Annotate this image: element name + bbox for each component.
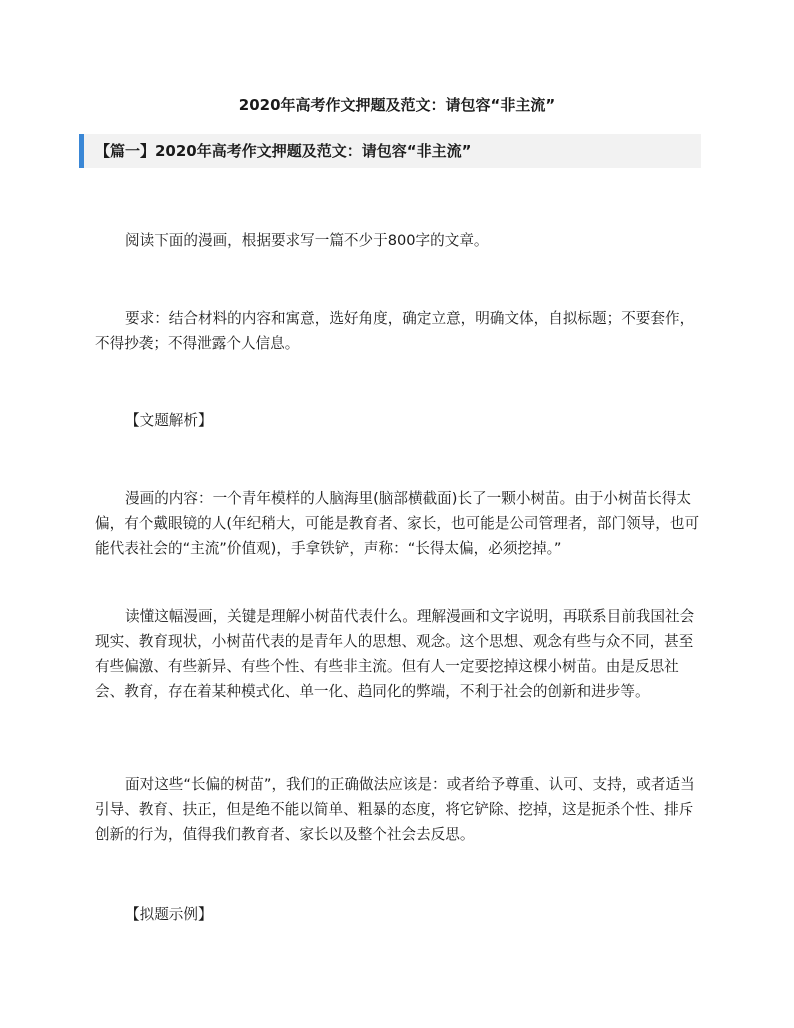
paragraph-correct-approach: 面对这些“长偏的树苗”，我们的正确做法应该是：或者给予尊重、认可、支持，或者适当引导、教育、扶正，但是绝不能以简单、粗暴的态度，将它铲除、挖掉，这是扼杀个性、排斥创新的行为，值得我们教育者、家长以及整个社会去反思。 — [95, 776, 695, 843]
page-title: 2020年高考作文押题及范文：请包容“非主流” — [238, 96, 556, 114]
paragraph-requirements: 要求：结合材料的内容和寓意，选好角度，确定立意，明确文体，自拟标题；不要套作，不得抄袭；不得泄露个人信息。 — [95, 310, 695, 352]
analysis-heading: 【文题解析】 — [125, 412, 213, 429]
paragraph-understanding: 读懂这幅漫画，关键是理解小树苗代表什么。理解漫画和文字说明，再联系目前我国社会现实、教育现状，小树苗代表的是青年人的思想、观念。这个思想、观念有些与众不同，甚至有些偏激、有些新异、有些个性、有些非主流。但有人一定要挖掉这棵小树苗。由是反思社会、教育，存在着某种模式化、单一化、趋同化的弊端，不利于社会的创新和进步等。 — [95, 608, 695, 700]
section-heading: 【篇一】2020年高考作文押题及范文：请包容“非主流” — [95, 142, 472, 160]
section-heading-bar — [79, 134, 701, 168]
paragraph-comic-content: 漫画的内容：一个青年模样的人脑海里(脑部横截面)长了一颗小树苗。由于小树苗长得太偏，有个戴眼镜的人(年纪稍大，可能是教育者、家长，也可能是公司管理者，部门领导，也可能代表社会的“主流”价值观)，手拿铁铲，声称：“长得太偏，必须挖掉。” — [95, 490, 700, 557]
section-accent-bar — [79, 134, 84, 168]
paragraph-intro: 阅读下面的漫画，根据要求写一篇不少于800字的文章。 — [125, 232, 489, 249]
examples-heading: 【拟题示例】 — [125, 906, 213, 923]
